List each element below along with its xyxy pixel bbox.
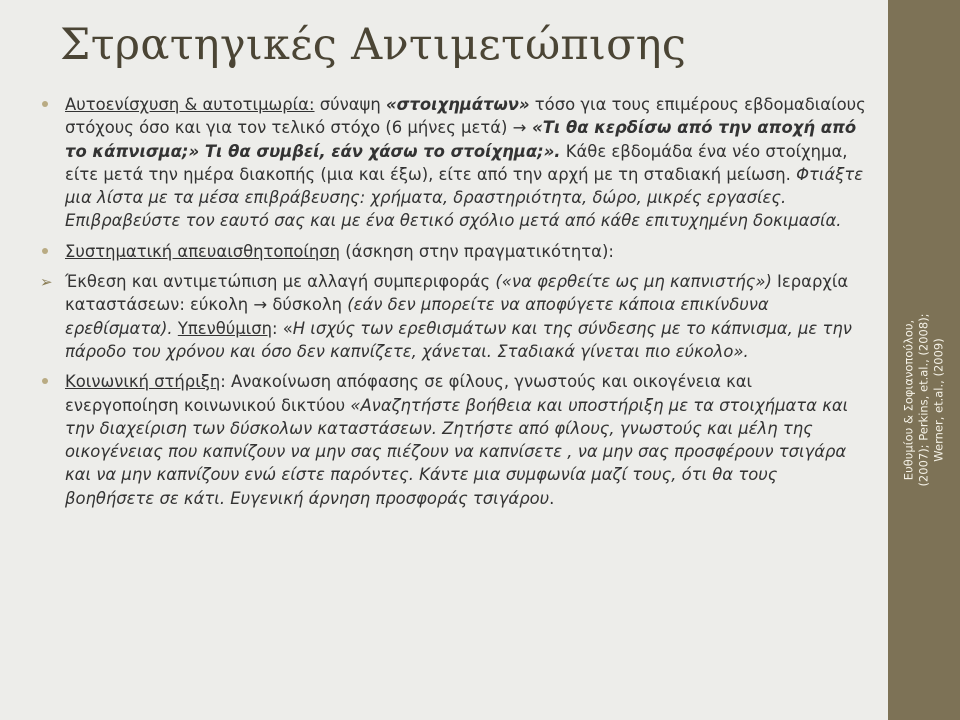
paragraph-text: Κοινωνική στήριξη — [65, 372, 221, 392]
paragraph-text: : « — [272, 318, 293, 338]
paragraph-text: τόσο για τους επιμέρους εβδομαδιαίους στόχους όσο και για τον τελικό στόχο (6 μήνες μετά) — [65, 95, 866, 138]
paragraph-text: (άσκηση στην πραγματικότητα): — [340, 241, 614, 261]
citation-line: Werner, et.al., (2009) — [931, 338, 946, 462]
paragraph-text: : Ανακοίνωση απόφασης σε φίλους, γνωστούς και οικογένεια και ενεργοποίηση κοινωνικού δικτύου — [65, 372, 753, 415]
paragraph-text: «Αναζητήστε βοήθεια και υποστήριξη με τα στοιχήματα και την διαχείριση των δύσκολων καταστάσεων. Ζητήστε από φίλους, γνωστούς και μέλη της οικογένειας που καπνίζουν να μην σας πιέζουν να καπνίσετε , να μην σας προσφέρουν τσιγάρα και να μην καπνίζουν ενώ είστε παρόντες. Κάντε μια συμφωνία μαζί τους, ότι θα τους βοηθήσετε σε κάτι. Ευγενική άρνηση προσφοράς τσιγάρου — [65, 395, 849, 508]
citation-line: Ευθυμίου & Σοφιανοπούλου, — [901, 319, 916, 481]
arrow-bullet-icon: ➢ — [40, 273, 53, 292]
paragraph-text: («να φερθείτε ως μη καπνιστής») — [495, 272, 772, 292]
paragraph-text: Ιεραρχία καταστάσεων: εύκολη → δύσκολη — [65, 272, 849, 315]
paragraph-text: Υπενθύμιση — [177, 318, 272, 338]
citation-text — [902, 313, 947, 486]
slide-body — [40, 93, 870, 517]
citation-line: (2007); Perkins, et.al., (2008); — [916, 313, 931, 487]
bullet-paragraph — [40, 240, 870, 263]
bullet-paragraph — [40, 93, 870, 233]
paragraph-text: Αυτοενίσχυση & αυτοτιμωρία: — [65, 95, 315, 114]
paragraph-text: Συστηματική απευαισθητοποίηση — [65, 241, 341, 261]
slide-title: Στρατηγικές Αντιμετώπισης — [60, 20, 687, 70]
paragraph-text: «στοιχημάτων» — [385, 95, 530, 114]
paragraph-text: σύναψη — [314, 95, 386, 114]
paragraph-text: → — [512, 118, 527, 138]
paragraph-text: Η ισχύς των ερεθισμάτων και της σύνδεσης με το κάπνισμα, με την πάροδο του χρόνου και όσο δεν καπνίζετε, χάνεται. Σταδιακά γίνεται πιο εύκολο». — [65, 318, 852, 361]
bullet-paragraph — [40, 370, 870, 510]
paragraph-text: Έκθεση και αντιμετώπιση με αλλαγή συμπεριφοράς — [65, 272, 496, 292]
citation-sidebar — [888, 0, 960, 720]
paragraph-text: «Τι θα κερδίσω από την αποχή από το κάπνισμα;» Τι θα συμβεί, εάν χάσω το στοίχημα;». — [65, 118, 857, 161]
paragraph-text: (εάν δεν μπορείτε να αποφύγετε κάποια επικίνδυνα ερεθίσματα). — [65, 295, 769, 338]
bullet-paragraph — [40, 270, 870, 363]
paragraph-text: Κάθε εβδομάδα ένα νέο στοίχημα, είτε μετά την ημέρα διακοπής (μια και έξω), είτε από την αρχή με τη σταδιακή μείωση. — [65, 141, 848, 184]
paragraph-text: Φτιάξτε μια λίστα με τα μέσα επιβράβευσης: χρήματα, δραστηριότητα, δώρο, μικρές εργασίες. Επιβραβεύστε τον εαυτό σας και με ένα θετικό σχόλιο μετά από κάθε επιτυχημένη δοκιμασία. — [65, 164, 864, 231]
paragraph-text: . — [549, 488, 555, 508]
